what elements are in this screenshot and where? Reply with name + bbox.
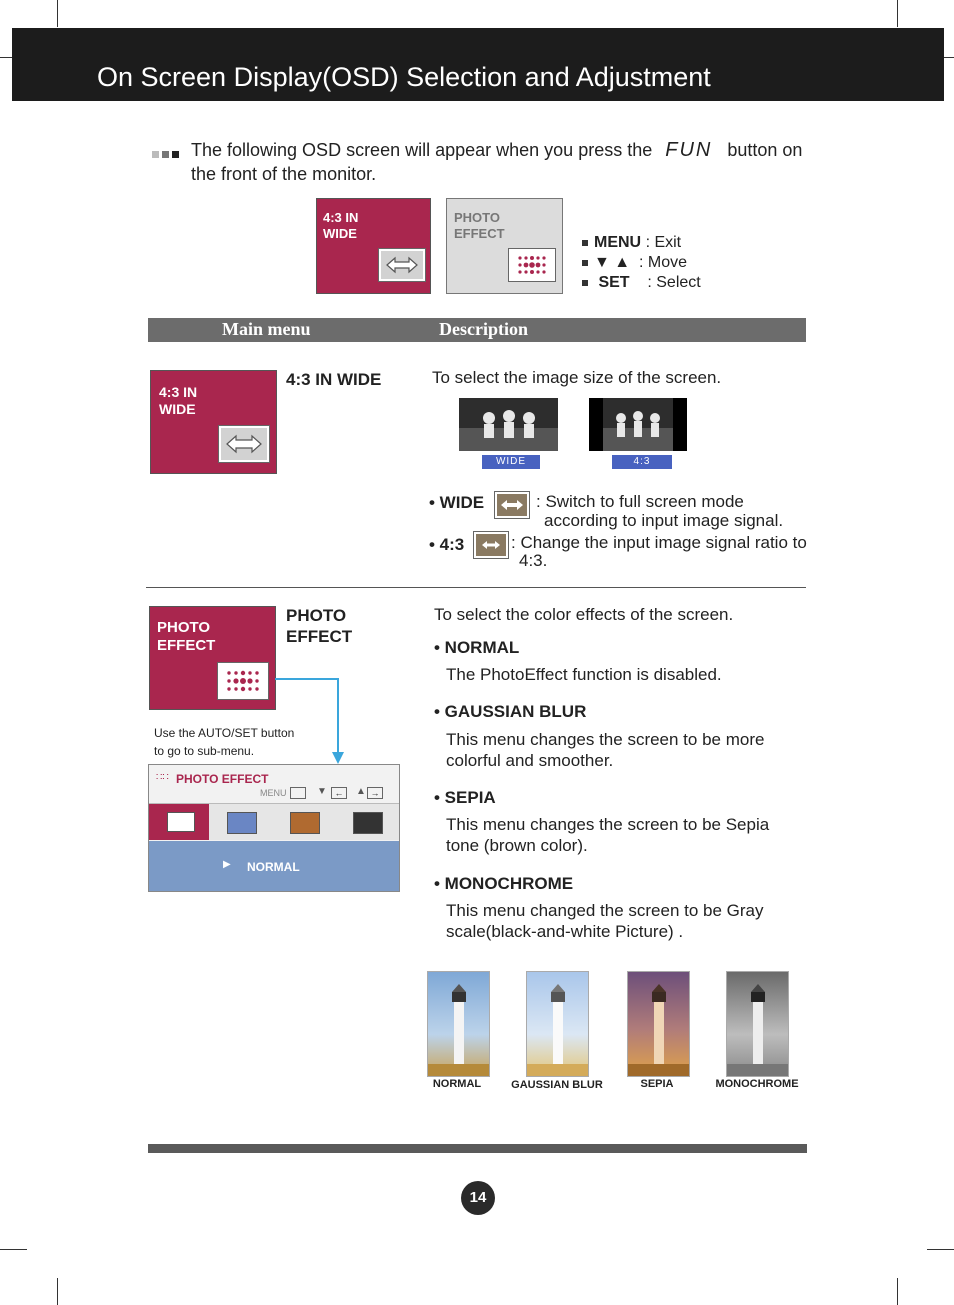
key-set-desc: : Select (647, 274, 701, 291)
key-legend (582, 233, 701, 293)
lighthouse-sepia-image (627, 971, 690, 1077)
page-title: On Screen Display(OSD) Selection and Adjustment (97, 62, 711, 92)
section1-menu-box (150, 370, 277, 474)
normal-effect-icon (167, 812, 195, 832)
effect-mono-name: • MONOCHROME (434, 874, 574, 893)
page-number: 14 (461, 1181, 495, 1215)
osd-wide-tile (316, 198, 431, 294)
wide-arrow-icon (379, 249, 425, 281)
play-arrow-icon: ▶ (223, 859, 231, 870)
crop-mark (57, 1278, 58, 1305)
photo-effect-submenu (148, 764, 400, 892)
wide-thumbnail (459, 398, 558, 451)
crop-mark (897, 1278, 898, 1305)
submenu-menu-label: MENU (260, 788, 287, 798)
up-arrow-icon: ▲ (356, 786, 366, 797)
wide-caption: WIDE (482, 455, 540, 469)
section1-desc: To select the image size of the screen. (432, 368, 722, 387)
intro-text-before: The following OSD screen will appear when you press the (191, 140, 653, 160)
section1-box-line1: 4:3 IN (159, 384, 198, 400)
effect-normal-text: The PhotoEffect function is disabled. (446, 665, 722, 684)
footer-bar (148, 1144, 807, 1153)
osd-photo-line1: PHOTO (454, 210, 500, 225)
effect-gaussian-name: • GAUSSIAN BLUR (434, 702, 587, 721)
caption-mono: MONOCHROME (715, 1078, 799, 1090)
osd-photo-tile (446, 198, 563, 294)
col-description: Description (439, 319, 528, 339)
effect-mono-text: This menu changed the screen to be Gray scale(black-and-white Picture) . (446, 901, 764, 941)
mono-effect-icon[interactable] (353, 812, 383, 834)
caption-normal: NORMAL (432, 1078, 482, 1090)
section2-box-line2: EFFECT (157, 637, 216, 654)
fun-button-icon: FUN (665, 139, 713, 161)
key-set: SET (598, 274, 630, 291)
wide-desc-line1: : Switch to full screen mode (536, 492, 744, 511)
osd-wide-line1: 4:3 IN (323, 210, 359, 225)
effect-sepia-name: • SEPIA (434, 788, 496, 807)
submenu-selection-row[interactable] (149, 841, 399, 891)
wide-option-label: • WIDE (429, 493, 485, 512)
lighthouse-gaussian-image (526, 971, 589, 1077)
effect-normal-name: • NORMAL (434, 638, 520, 657)
key-move: ▼ ▲ (594, 254, 631, 271)
ratio43-option-icon (474, 532, 508, 558)
osd-wide-line2: WIDE (323, 226, 357, 241)
lighthouse-mono-image (726, 971, 789, 1077)
gaussian-effect-icon[interactable] (227, 812, 257, 834)
ratio43-option-label: • 4:3 (429, 535, 465, 554)
section-divider (146, 587, 806, 588)
hint-line1: Use the AUTO/SET button (154, 726, 295, 740)
section1-title: 4:3 IN WIDE (286, 370, 382, 389)
section2-title-line1: PHOTO (286, 606, 347, 625)
wide-option-desc (536, 492, 783, 530)
intro-text-after: button on (727, 140, 803, 160)
key-menu-desc: : Exit (645, 234, 682, 251)
ratio43-caption: 4:3 (612, 455, 672, 469)
effect-sepia-text: This menu changes the screen to be Sepia tone (brown color). (446, 815, 770, 855)
ratio43-desc-line1: : Change the input image signal ratio to (511, 533, 807, 552)
lighthouse-normal-image (427, 971, 490, 1077)
caption-sepia: SEPIA (640, 1078, 674, 1090)
submenu-selected-value: NORMAL (247, 860, 300, 874)
effect-gaussian-text: This menu changes the screen to be more colorful and smoother. (446, 730, 765, 770)
wide-desc-line2: according to input image signal. (544, 511, 784, 530)
ratio43-desc-line2: 4:3. (519, 551, 548, 570)
col-main-menu: Main menu (222, 319, 311, 339)
wide-arrow-icon (219, 426, 269, 462)
section2-desc: To select the color effects of the screen. (434, 605, 734, 624)
hint-line2: to go to sub-menu. (154, 744, 255, 758)
section2-title-line2: EFFECT (286, 627, 353, 646)
photo-effect-icon (509, 249, 555, 281)
intro-line2: the front of the monitor. (191, 164, 377, 184)
submenu-title: PHOTO EFFECT (176, 772, 269, 786)
bullet-squares (152, 145, 182, 163)
osd-photo-line2: EFFECT (454, 226, 505, 241)
down-arrow-icon: ▼ (317, 786, 327, 797)
left-arrow-icon: ← (331, 787, 347, 799)
wide-option-icon (495, 492, 529, 518)
table-header (148, 318, 806, 342)
caption-gaussian: GAUSSIAN BLUR (511, 1079, 603, 1091)
key-menu: MENU (594, 234, 642, 251)
crop-mark (927, 1249, 954, 1250)
submenu-dots-icon: ∷∷ (156, 772, 169, 783)
crop-mark (897, 0, 898, 27)
section1-box-line2: WIDE (159, 401, 196, 417)
ratio43-thumbnail (589, 398, 687, 451)
intro-text (191, 138, 802, 186)
key-move-desc: : Move (639, 254, 688, 271)
crop-mark (57, 0, 58, 27)
sepia-effect-icon[interactable] (290, 812, 320, 834)
crop-mark (0, 1249, 27, 1250)
section2-title (286, 605, 352, 647)
submenu-hint (154, 724, 294, 760)
ratio43-option-desc (511, 534, 807, 570)
section2-box-line1: PHOTO (157, 619, 211, 636)
effect-tab-normal[interactable] (149, 804, 209, 840)
exit-icon (290, 787, 306, 799)
photo-effect-icon (218, 663, 268, 699)
right-arrow-icon: → (367, 787, 383, 799)
section2-menu-box (149, 606, 276, 710)
